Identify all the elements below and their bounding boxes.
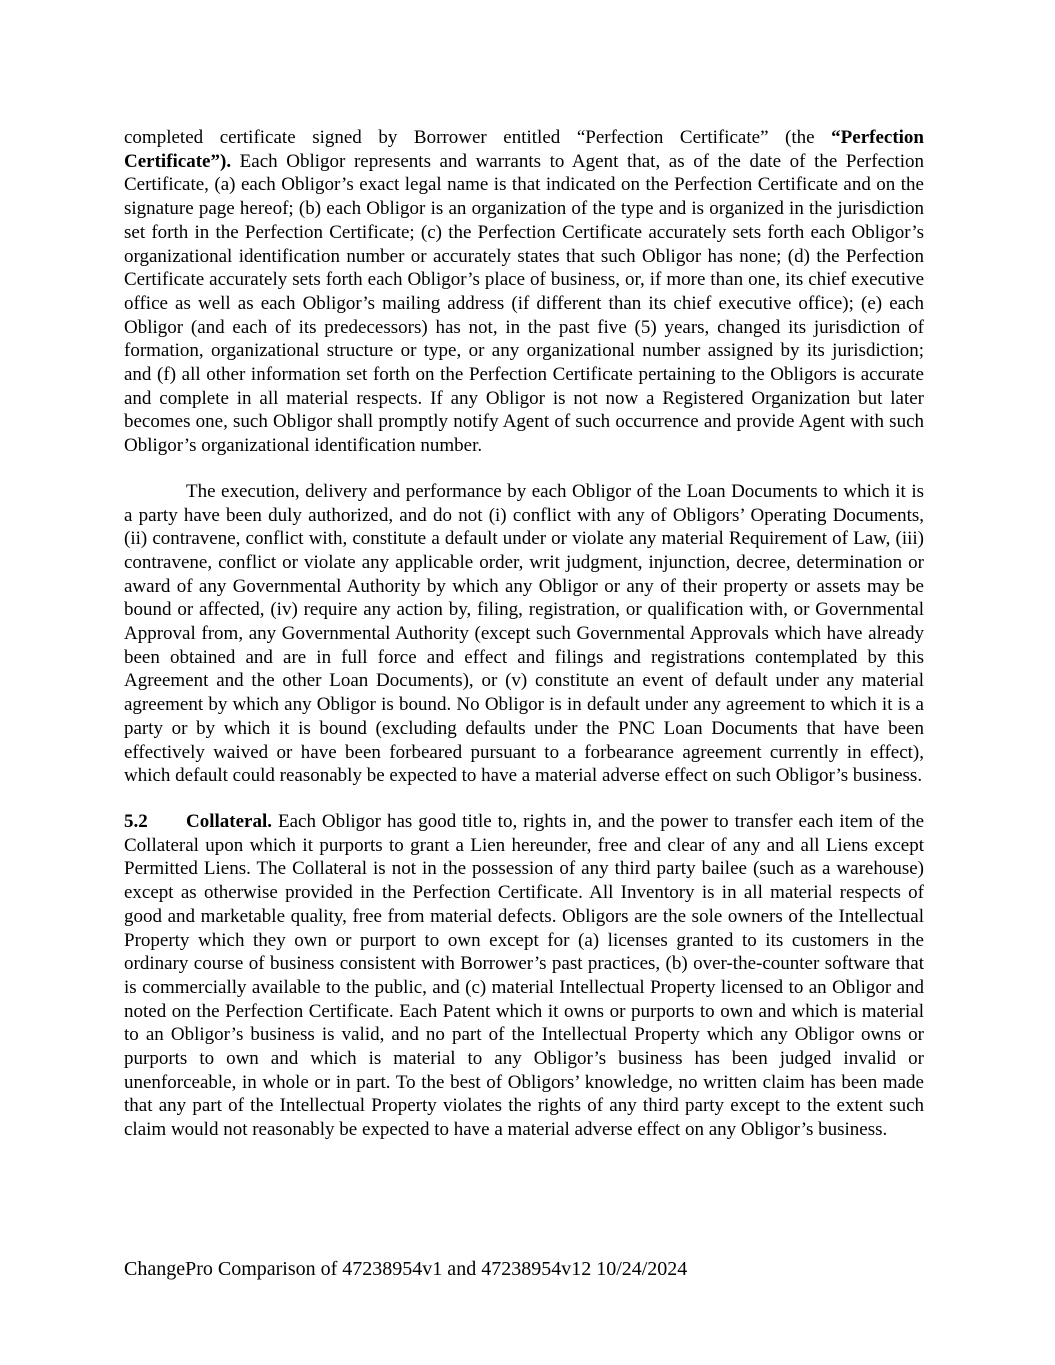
paragraph-perfection-certificate (124, 126, 924, 458)
page-footer: ChangePro Comparison of 47238954v1 and 47238954v12 10/24/2024 (124, 1258, 688, 1280)
section-number: 5.2 (124, 810, 148, 832)
paragraph-execution-delivery: The execution, delivery and performance by each Obligor of the Loan Documents to which it is a party have been duly authorized, and do not (i) conflict with any of Obligors’ Operating Documents, (ii) contravene, conflict with, constitute a default under or violate any material Requirement of Law, (iii) contravene, conflict or violate any applicable order, writ judgment, injunction, decree, determination or award of any Governmental Authority by which any Obligor or any of their property or assets may be bound or affected, (iv) require any action by, filing, registration, or qualification with, or Governmental Approval from, any Governmental Authority (except such Governmental Approvals which have already been obtained and are in full force and effect and filings and registrations contemplated by this Agreement and the other Loan Documents), or (v) constitute an event of default under any material agreement by which any Obligor is bound. No Obligor is in default under any agreement to which it is a party or by which it is bound (excluding defaults under the PNC Loan Documents that have been effectively waived or have been forbeared pursuant to a forbearance agreement currently in effect), which default could reasonably be expected to have a material adverse effect on such Obligor’s business. (124, 480, 924, 787)
section-body: Each Obligor has good title to, rights in, and the power to transfer each item of the Collateral upon which it purports to grant a Lien hereunder, free and clear of any and all Liens except Permitted Liens. The Collateral is not in the possession of any third party bailee (such as a warehouse) except as otherwise provided in the Perfection Certificate. All Inventory is in all material respects of good and marketable quality, free from material defects. Obligors are the sole owners of the Intellectual Property which they own or purport to own except for (a) licenses granted to its customers in the ordinary course of business consistent with Borrower’s past practices, (b) over-the-counter software that is commercially available to the public, and (c) material Intellectual Property licensed to an Obligor and noted on the Perfection Certificate. Each Patent which it owns or purports to own and which is material to an Obligor’s business is valid, and no part of the Intellectual Property which any Obligor owns or purports to own and which is material to any Obligor’s business has been judged invalid or unenforceable, in whole or in part. To the best of Obligors’ knowledge, no written claim has been made that any part of the Intellectual Property violates the rights of any third party except to the extent such claim would not reasonably be expected to have a material adverse effect on any Obligor’s business. (124, 810, 924, 1141)
section-title: Collateral. (186, 810, 273, 832)
paragraph-text: Each Obligor represents and warrants to Agent that, as of the date of the Perfection Certificate, (a) each Obligor’s exact legal name is that indicated on the Perfection Certificate and on the signature page hereof; (b) each Obligor is an organization of the type and is organized in the jurisdiction set forth in the Perfection Certificate; (c) the Perfection Certificate accurately sets forth each Obligor’s organizational identification number or accurately states that such Obligor has none; (d) the Perfection Certificate accurately sets forth each Obligor’s place of business, or, if more than one, its chief executive office as well as each Obligor’s mailing address (if different than its chief executive office); (e) each Obligor (and each of its predecessors) has not, in the past five (5) years, changed its jurisdiction of formation, organizational structure or type, or any organizational number assigned by its jurisdiction; and (f) all other information set forth on the Perfection Certificate pertaining to the Obligors is accurate and complete in all material respects. If any Obligor is not now a Registered Organization but later becomes one, such Obligor shall promptly notify Agent of such occurrence and provide Agent with such Obligor’s organizational identification number. (124, 150, 924, 457)
paragraph-text: completed certificate signed by Borrower entitled “Perfection Certificate” (the (124, 127, 832, 148)
defined-term: “Perfection Certificate”). (124, 127, 924, 172)
section-5-2-collateral (124, 810, 924, 1142)
document-body (124, 126, 924, 1142)
